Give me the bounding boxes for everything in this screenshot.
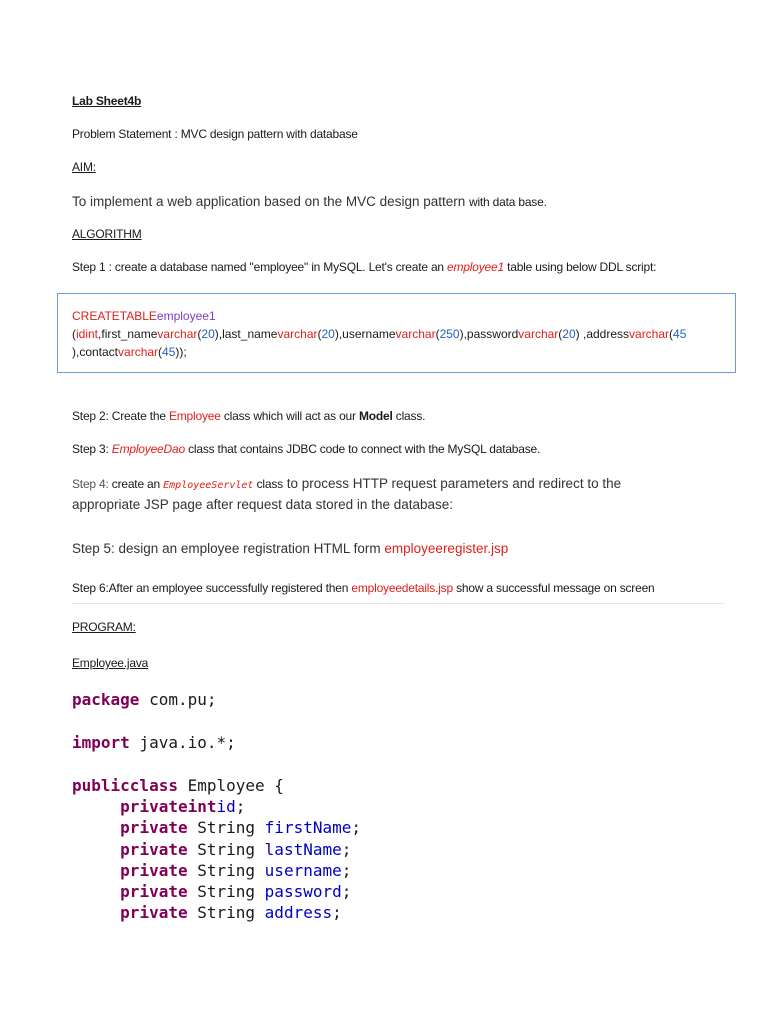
step-2-prefix: Step 2: — [72, 409, 112, 423]
step-5 — [72, 540, 508, 558]
ddl-token: 20 — [321, 327, 335, 341]
step-2-text-d: class. — [392, 409, 426, 423]
code-field: password — [264, 882, 342, 901]
code-keyword: privateint — [120, 797, 217, 816]
step-3 — [72, 442, 540, 456]
ddl-token: 45 — [162, 345, 176, 359]
step-3-prefix: Step 3: — [72, 442, 112, 456]
ddl-token: ),username — [334, 327, 396, 341]
code-indent — [72, 840, 120, 859]
aim-heading: AIM: — [72, 160, 96, 174]
ddl-line-3 — [72, 343, 735, 361]
ddl-token: varchar — [277, 327, 318, 341]
code-type: String — [187, 818, 265, 837]
ddl-token: 20 — [562, 327, 576, 341]
aim-text — [72, 193, 547, 211]
code-semicolon: ; — [235, 797, 246, 816]
ddl-token: varchar — [118, 345, 159, 359]
code-field: username — [264, 861, 342, 880]
code-keyword: private — [120, 903, 188, 922]
ddl-token: ( — [435, 327, 440, 341]
code-semicolon: ; — [332, 903, 342, 922]
step-1-table-name: employee1 — [447, 260, 504, 274]
ddl-token: ( — [669, 327, 674, 341]
ddl-token: varchar — [629, 327, 670, 341]
code-keyword: publicclass — [72, 776, 178, 795]
code-keyword: private — [120, 882, 188, 901]
aim-text-a: To implement a web application based on the MVC design pattern — [72, 194, 469, 209]
step-3-class-name: EmployeeDao — [111, 442, 185, 456]
step-1-prefix: Step 1 : — [72, 260, 112, 274]
code-line-field — [72, 882, 351, 901]
ddl-token: id — [76, 327, 86, 341]
code-semicolon: ; — [341, 861, 352, 880]
code-line-field — [72, 861, 351, 880]
step-6-text-a: Step 6:After an employee successfully registered then — [72, 581, 352, 595]
step-1 — [72, 260, 656, 274]
code-type: String — [187, 840, 265, 859]
code-semicolon: ; — [341, 882, 352, 901]
step-6 — [72, 581, 655, 595]
step-4-class-name: EmployeeServlet — [163, 480, 254, 491]
code-type: String — [187, 882, 265, 901]
ddl-token: ( — [197, 327, 202, 341]
step-3-text: class that contains JDBC code to connect with the MySQL database. — [184, 442, 541, 456]
ddl-token: 20 — [201, 327, 215, 341]
code-line-id — [72, 797, 245, 816]
step-2-text-a: Create — [111, 409, 147, 423]
section-divider — [72, 603, 724, 604]
code-type: String — [187, 861, 265, 880]
code-keyword: private — [120, 861, 188, 880]
code-keyword: private — [120, 840, 188, 859]
step-2-class-name: Employee — [168, 409, 221, 423]
ddl-create-keyword: CREATETABLE — [72, 309, 157, 323]
code-type: String — [187, 903, 265, 922]
ddl-line-2 — [72, 325, 735, 343]
ddl-token: ),password — [459, 327, 519, 341]
step-4-text-a: create an — [111, 477, 164, 491]
ddl-line-1 — [72, 307, 735, 325]
step-5-file: employeeregister.jsp — [384, 541, 509, 556]
step-4-line-2: appropriate JSP page after request data stored in the database: — [72, 497, 454, 512]
algorithm-heading: ALGORITHM — [72, 227, 142, 241]
code-line-field — [72, 840, 351, 859]
ddl-token: 45 — [673, 327, 687, 341]
code-field: firstName — [264, 818, 352, 837]
code-indent — [72, 818, 120, 837]
code-indent — [72, 882, 120, 901]
ddl-token: ( — [317, 327, 322, 341]
ddl-token: 250 — [439, 327, 460, 341]
ddl-token: varchar — [157, 327, 198, 341]
step-6-file: employeedetails.jsp — [351, 581, 453, 595]
code-field: lastName — [264, 840, 342, 859]
step-5-text: Step 5: design an employee registration HTML form — [72, 541, 385, 556]
lab-title: Lab Sheet4b — [72, 94, 142, 108]
ddl-table-name: employee1 — [156, 309, 216, 323]
step-4-prefix: Step 4: — [72, 477, 112, 491]
code-line-import — [72, 733, 236, 752]
ddl-token: ( — [158, 345, 163, 359]
step-6-text-b: show a successful message on screen — [452, 581, 655, 595]
ddl-token: ),last_name — [214, 327, 278, 341]
code-semicolon: ; — [351, 818, 362, 837]
code-text: com.pu; — [139, 690, 217, 709]
ddl-token: ( — [558, 327, 563, 341]
code-text: java.io.*; — [129, 733, 236, 752]
code-line-field — [72, 818, 361, 837]
ddl-token: ),contact — [72, 345, 119, 359]
code-field: address — [264, 903, 333, 922]
step-1-text-a: create a database named "employee" in MySQL. Let's create an — [111, 260, 448, 274]
code-keyword: private — [120, 818, 188, 837]
problem-statement: Problem Statement : MVC design pattern with database — [72, 127, 358, 141]
ddl-script-box — [57, 293, 736, 373]
code-line-field — [72, 903, 342, 922]
aim-text-b: with data base. — [468, 195, 547, 209]
ddl-token: varchar — [395, 327, 436, 341]
ddl-token: varchar — [518, 327, 559, 341]
step-2-text-c: class which will act as our — [220, 409, 359, 423]
ddl-token: )); — [175, 345, 187, 359]
file-name: Employee.java — [72, 656, 149, 670]
step-2-model: Model — [358, 409, 393, 423]
code-keyword: import — [72, 733, 130, 752]
program-heading: PROGRAM: — [72, 620, 136, 634]
ddl-token: ,first_name — [98, 327, 158, 341]
step-4-text-c: to process HTTP request parameters and redirect to the — [282, 476, 622, 491]
step-1-text-b: table using below DDL script: — [503, 260, 657, 274]
code-indent — [72, 861, 120, 880]
step-4-text-b: class — [253, 477, 283, 491]
code-indent — [72, 797, 120, 816]
step-2-text-b: the — [146, 409, 169, 423]
code-text: Employee { — [177, 776, 284, 795]
code-line-package — [72, 690, 217, 709]
code-keyword: package — [72, 690, 140, 709]
code-line-class — [72, 776, 284, 795]
code-semicolon: ; — [341, 840, 352, 859]
ddl-token: ) ,address — [575, 327, 630, 341]
step-2 — [72, 409, 425, 423]
step-4 — [72, 475, 621, 493]
code-indent — [72, 903, 120, 922]
ddl-token: int — [85, 327, 99, 341]
ddl-token: ( — [72, 327, 76, 341]
code-field: id — [216, 797, 236, 816]
